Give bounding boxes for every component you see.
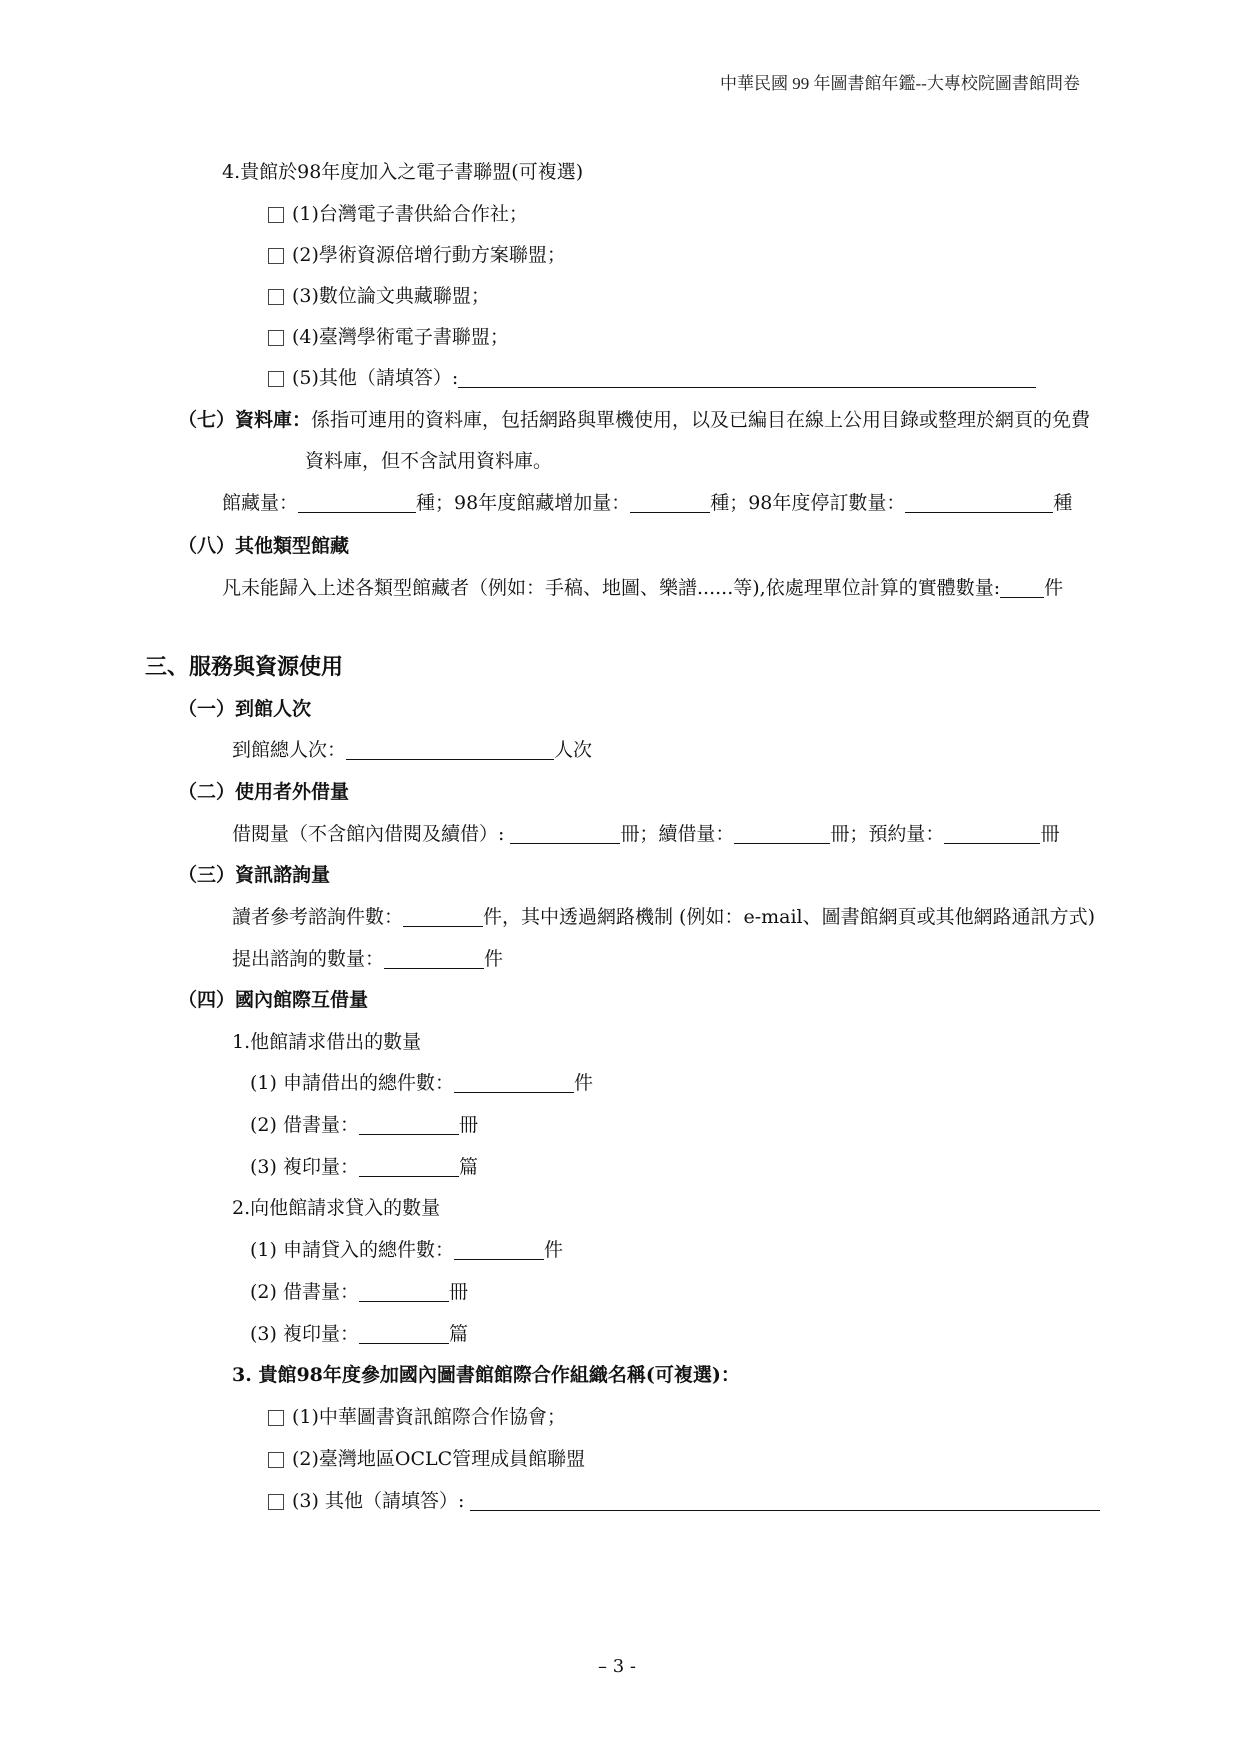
cancelled-field[interactable] xyxy=(905,494,1053,513)
ebook-option-1[interactable] xyxy=(268,205,528,224)
s3-label: （三）資訊諮詢量 xyxy=(178,864,331,886)
s3-line2 xyxy=(232,950,503,969)
lend-books-field[interactable] xyxy=(359,1116,459,1135)
other-items-field[interactable] xyxy=(1000,579,1044,598)
running-header: 中華民國 99 年圖書館年鑑--大專校院圖書館問卷 xyxy=(720,74,1080,93)
borrow-copies-field[interactable] xyxy=(359,1325,449,1344)
item-label: (1) 申請借出的總件數： xyxy=(250,1072,454,1094)
sub2-item-1 xyxy=(250,1241,563,1260)
renewals-field[interactable] xyxy=(734,825,830,844)
sub1-item-2 xyxy=(250,1116,478,1135)
item-unit: 冊 xyxy=(458,1114,478,1136)
reference-field[interactable] xyxy=(403,908,483,927)
item-unit: 篇 xyxy=(448,1323,468,1345)
visits-field[interactable] xyxy=(346,741,554,760)
added-field[interactable] xyxy=(630,494,710,513)
checkbox[interactable] xyxy=(268,1410,284,1426)
item-unit: 冊 xyxy=(448,1281,468,1303)
loans-label: 借閱量（不含館內借閱及續借）: xyxy=(232,823,505,845)
online-field[interactable] xyxy=(384,950,484,969)
option-label: (5)其他（請填答）: xyxy=(292,367,459,389)
visits-label: 到館總人次： xyxy=(232,739,347,761)
online-label: 提出諮詢的數量： xyxy=(232,948,385,970)
s2-label: （二）使用者外借量 xyxy=(178,781,350,803)
item-unit: 件 xyxy=(573,1072,593,1094)
coop-option-2[interactable] xyxy=(268,1450,585,1469)
option-label: (3)數位論文典藏聯盟； xyxy=(292,285,490,307)
ebook-option-4[interactable] xyxy=(268,328,509,347)
s1-line xyxy=(232,741,592,760)
checkbox[interactable] xyxy=(268,371,284,387)
sub1-item-1 xyxy=(250,1074,593,1093)
lend-requests-field[interactable] xyxy=(454,1074,574,1093)
option-label: (2)臺灣地區OCLC管理成員館聯盟 xyxy=(292,1448,586,1470)
sub3-title: 3. 貴館98年度參加國內圖書館館際合作組織名稱(可複選)： xyxy=(232,1364,740,1386)
holdings-field[interactable] xyxy=(298,494,416,513)
reservations-unit: 冊 xyxy=(1040,823,1060,845)
checkbox[interactable] xyxy=(268,330,284,346)
checkbox[interactable] xyxy=(268,1452,284,1468)
item-label: (2) 借書量： xyxy=(250,1281,359,1303)
checkbox[interactable] xyxy=(268,1494,284,1510)
page-number: – 3 - xyxy=(598,1656,636,1677)
reservations-label: 冊；預約量： xyxy=(830,823,945,845)
ebook-option-2[interactable] xyxy=(268,246,566,265)
visits-unit: 人次 xyxy=(554,739,593,761)
sec7-text2: 資料庫，但不含試用資料庫。 xyxy=(305,450,553,472)
borrow-requests-field[interactable] xyxy=(454,1241,544,1260)
s4-label: （四）國內館際互借量 xyxy=(178,989,369,1011)
reference-mid: 件，其中透過網路機制 (例如：e-mail、圖書館網頁或其他網路通訊方式) xyxy=(483,906,1096,928)
holdings-label: 館藏量： xyxy=(222,492,299,514)
sub1-item-3 xyxy=(250,1158,478,1177)
sec7-text1: 係指可連用的資料庫，包括網路與單機使用，以及已編目在線上公用目錄或整理於網頁的免費 xyxy=(311,409,1091,431)
added-label: 種；98年度館藏增加量： xyxy=(416,492,631,514)
s3-line1 xyxy=(232,908,1095,927)
cancelled-label: 種；98年度停訂數量： xyxy=(710,492,906,514)
sec7-counts xyxy=(222,494,1072,513)
sec8-line xyxy=(222,579,1063,598)
item-label: (3) 複印量： xyxy=(250,1323,359,1345)
sub2-title: 2.向他館請求貸入的數量 xyxy=(232,1197,441,1219)
checkbox[interactable] xyxy=(268,248,284,264)
sec8-text: 凡未能歸入上述各類型館藏者（例如：手稿、地圖、樂譜......等),依處理單位計算的實體數量: xyxy=(222,577,1001,599)
coop-option-1[interactable] xyxy=(268,1408,566,1427)
item-label: (3) 複印量： xyxy=(250,1156,359,1178)
item-unit: 件 xyxy=(543,1239,563,1261)
sub2-item-3 xyxy=(250,1325,468,1344)
item-unit: 篇 xyxy=(458,1156,478,1178)
coop-other-field[interactable] xyxy=(470,1492,1100,1511)
item-label: (2) 借書量： xyxy=(250,1114,359,1136)
reference-label: 讀者參考諮詢件數： xyxy=(232,906,404,928)
loans-field[interactable] xyxy=(510,825,620,844)
part3-heading: 三、服務與資源使用 xyxy=(145,654,344,680)
coop-option-3[interactable] xyxy=(268,1492,1100,1511)
sec8-label: （八）其他類型館藏 xyxy=(178,535,350,557)
ebook-option-3[interactable] xyxy=(268,287,490,306)
lend-copies-field[interactable] xyxy=(359,1158,459,1177)
borrow-books-field[interactable] xyxy=(359,1283,449,1302)
option-label: (2)學術資源倍增行動方案聯盟； xyxy=(292,244,566,266)
sec7-database xyxy=(178,411,1090,430)
sub2-item-2 xyxy=(250,1283,468,1302)
reservations-field[interactable] xyxy=(944,825,1040,844)
ebook-option-5[interactable] xyxy=(268,369,1036,388)
online-unit: 件 xyxy=(484,948,504,970)
checkbox[interactable] xyxy=(268,289,284,305)
renewals-label: 冊；續借量： xyxy=(620,823,735,845)
unit-kind: 種 xyxy=(1053,492,1073,514)
s2-line xyxy=(232,825,1059,844)
option-label: (1)中華圖書資訊館際合作協會； xyxy=(292,1406,566,1428)
option-label: (1)台灣電子書供給合作社； xyxy=(292,203,528,225)
option-label: (4)臺灣學術電子書聯盟； xyxy=(292,326,509,348)
ebook-other-field[interactable] xyxy=(458,369,1036,388)
s1-label: （一）到館人次 xyxy=(178,698,312,720)
sec8-unit: 件 xyxy=(1044,577,1064,599)
item-label: (1) 申請貸入的總件數： xyxy=(250,1239,454,1261)
checkbox[interactable] xyxy=(268,207,284,223)
sub1-title: 1.他館請求借出的數量 xyxy=(232,1031,422,1053)
q4-ebook-title: 4.貴館於98年度加入之電子書聯盟(可複選) xyxy=(222,161,584,183)
sec7-label: （七）資料庫： xyxy=(178,409,312,431)
option-label: (3) 其他（請填答）: xyxy=(292,1490,465,1512)
